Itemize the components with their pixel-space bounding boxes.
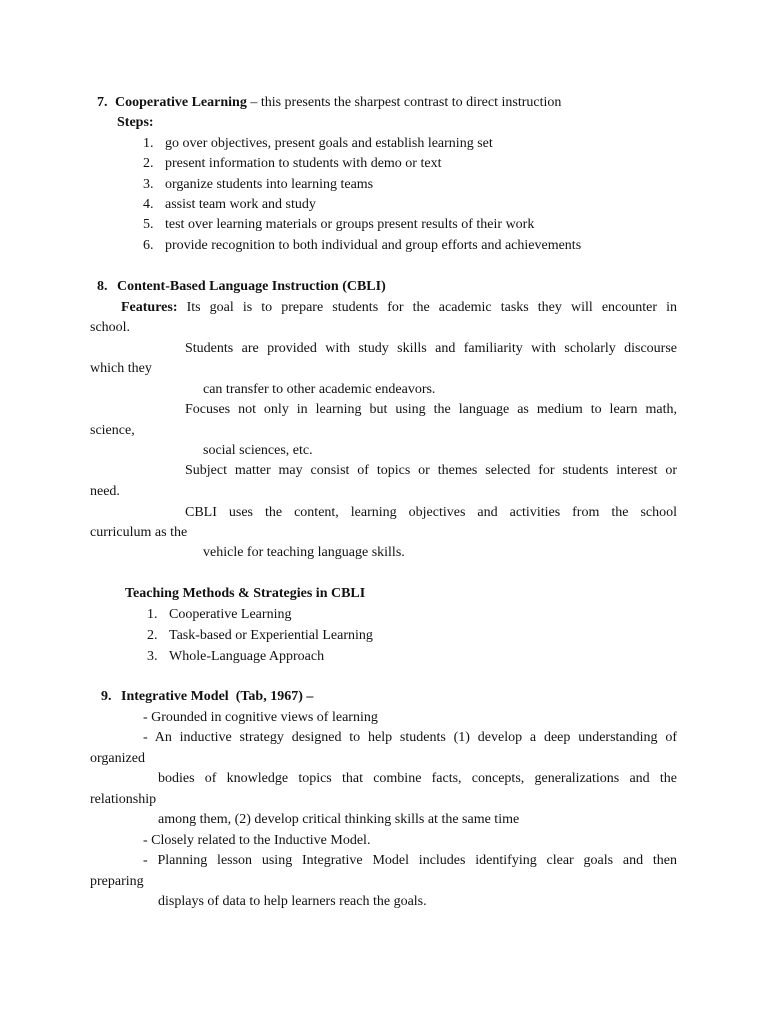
section-7-title: Cooperative Learning — [115, 95, 247, 110]
section-7-heading — [97, 94, 561, 111]
paragraph-line: displays of data to help learners reach the goals. — [158, 894, 427, 909]
bullet-line: - Planning lesson using Integrative Model includes identifying clear goals and then — [143, 853, 677, 868]
features-line: Features: Its goal is to prepare students for the academic tasks they will encounter in — [121, 300, 677, 315]
section-7-description: – this presents the sharpest contrast to direct instruction — [246, 95, 562, 110]
list-item: 6. provide recognition to both individual and group efforts and achievements — [143, 238, 582, 253]
section-8-number: 8. — [97, 279, 108, 294]
paragraph-line: science, — [90, 423, 135, 438]
bullet-line: - Closely related to the Inductive Model. — [143, 833, 371, 848]
methods-heading: Teaching Methods & Strategies in CBLI — [125, 586, 366, 601]
list-item: 2. Task-based or Experiential Learning — [147, 628, 373, 643]
list-item: 5. test over learning materials or groups present results of their work — [143, 217, 535, 232]
paragraph-line: school. — [90, 320, 131, 335]
paragraph-line: among them, (2) develop critical thinking skills at the same time — [158, 812, 520, 827]
paragraph-line: Students are provided with study skills and familiarity with scholarly discourse — [185, 341, 677, 356]
paragraph-line: which they — [90, 361, 152, 376]
list-item: 3. Whole-Language Approach — [147, 649, 325, 664]
section-8-title: Content-Based Language Instruction (CBLI) — [117, 279, 386, 294]
section-7-number: 7. — [97, 95, 108, 110]
paragraph-line: Focuses not only in learning but using the language as medium to learn math, — [185, 402, 677, 417]
paragraph-line: social sciences, etc. — [203, 443, 313, 458]
bullet-line: - Grounded in cognitive views of learning — [143, 710, 378, 725]
list-item: 3. organize students into learning teams — [143, 177, 374, 192]
section-8-heading — [97, 278, 386, 295]
list-item: 1. go over objectives, present goals and establish learning set — [143, 136, 493, 151]
section-9-heading — [101, 688, 313, 705]
section-9-number: 9. — [101, 689, 112, 704]
list-item: 2. present information to students with demo or text — [143, 156, 442, 171]
list-item: 1. Cooperative Learning — [147, 607, 292, 622]
paragraph-line: relationship — [90, 792, 157, 807]
paragraph-line: bodies of knowledge topics that combine facts, concepts, generalizations and the — [158, 771, 677, 786]
paragraph-line: can transfer to other academic endeavors. — [203, 382, 436, 397]
paragraph-line: need. — [90, 484, 120, 499]
paragraph-line: vehicle for teaching language skills. — [203, 545, 405, 560]
list-item: 4. assist team work and study — [143, 197, 316, 212]
paragraph-line: curriculum as the — [90, 525, 188, 540]
section-9-title: Integrative Model (Tab, 1967) – — [121, 689, 314, 704]
paragraph-line: organized — [90, 751, 145, 766]
paragraph-line: preparing — [90, 874, 144, 889]
steps-label: Steps: — [117, 115, 154, 130]
bullet-line: - An inductive strategy designed to help students (1) develop a deep understanding of — [143, 730, 677, 745]
paragraph-line: CBLI uses the content, learning objectives and activities from the school — [185, 505, 677, 520]
paragraph-line: Subject matter may consist of topics or themes selected for students interest or — [185, 463, 677, 478]
